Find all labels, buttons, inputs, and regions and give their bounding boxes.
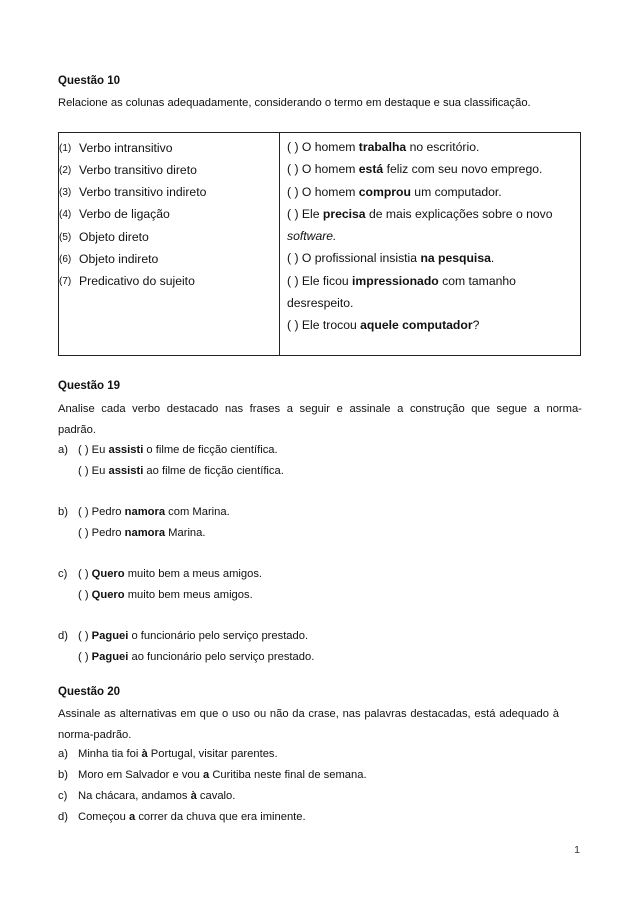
- sentence-end: muito bem meus amigos.: [124, 589, 253, 601]
- item-number: (2): [59, 165, 72, 176]
- right-item: [287, 140, 479, 154]
- item-number: (6): [59, 254, 72, 265]
- sentence-end: .: [490, 251, 495, 265]
- item-label: Objeto direto: [79, 230, 149, 244]
- question-19-instruction-line2: padrão.: [58, 424, 96, 436]
- sentence-end: ?: [472, 318, 480, 332]
- sentence-end: de mais explicações sobre o novo: [365, 207, 553, 221]
- right-item: [287, 207, 553, 221]
- option-line: [78, 790, 235, 802]
- sentence-start: Moro em Salvador e vou: [78, 769, 203, 781]
- item-number: (7): [59, 276, 72, 287]
- matching-table: [58, 132, 581, 356]
- option-line: [78, 465, 284, 477]
- right-item: [287, 162, 542, 176]
- item-label: Verbo transitivo indireto: [79, 185, 207, 199]
- sentence-start: ( ) Eu: [78, 465, 109, 477]
- question-10-title: Questão 10: [58, 75, 120, 87]
- question-10-instruction: Relacione as colunas adequadamente, considerando o termo em destaque e sua classificação.: [58, 97, 531, 109]
- item-label: Verbo intransitivo: [79, 141, 173, 155]
- item-number: (1): [59, 143, 72, 154]
- italic-term: software.: [287, 229, 337, 243]
- question-20-title: Questão 20: [58, 686, 120, 698]
- option-letter: c): [58, 790, 68, 802]
- option-line: [78, 506, 230, 518]
- highlighted-verb: assisti: [108, 444, 144, 456]
- item-number: (3): [59, 187, 72, 198]
- question-20-instruction-line2: norma-padrão.: [58, 729, 132, 741]
- question-20-instruction-line1: Assinale as alternativas em que o uso ou não da crase, nas palavras destacadas, está adequado à: [58, 708, 559, 720]
- highlighted-word: a: [203, 769, 210, 781]
- right-item: [287, 251, 494, 265]
- sentence-start: ( ) Ele ficou: [287, 274, 353, 288]
- sentence-end: Marina.: [165, 527, 206, 539]
- sentence-end: com Marina.: [165, 506, 230, 518]
- highlighted-verb: namora: [124, 506, 166, 518]
- sentence-end: muito bem a meus amigos.: [124, 568, 263, 580]
- option-letter: d): [58, 811, 68, 823]
- table-divider: [279, 133, 280, 355]
- item-number: (5): [59, 232, 72, 243]
- right-item-continuation: [287, 296, 353, 310]
- question-19-instruction-line1: Analise cada verbo destacado nas frases a seguir e assinale a construção que segue a norma-: [58, 403, 582, 415]
- option-letter: c): [58, 568, 68, 580]
- highlighted-term: aquele computador: [360, 318, 473, 332]
- highlighted-word: a: [129, 811, 136, 823]
- option-line: [78, 811, 306, 823]
- item-number: (4): [59, 209, 72, 220]
- highlighted-word: à: [190, 790, 197, 802]
- page-number: 1: [574, 844, 580, 856]
- highlighted-verb: Quero: [91, 568, 125, 580]
- highlighted-verb: Paguei: [91, 630, 129, 642]
- sentence-end: no escritório.: [406, 140, 480, 154]
- sentence-start: ( ): [78, 630, 92, 642]
- option-letter: b): [58, 506, 68, 518]
- highlighted-verb: Paguei: [91, 651, 129, 663]
- sentence-start: Começou: [78, 811, 129, 823]
- option-line: [78, 651, 314, 663]
- highlighted-verb: assisti: [108, 465, 144, 477]
- highlighted-term: na pesquisa: [420, 251, 491, 265]
- option-letter: d): [58, 630, 68, 642]
- sentence-end: o filme de ficção científica.: [143, 444, 278, 456]
- right-item: [287, 318, 479, 332]
- right-item: [287, 185, 502, 199]
- sentence-end: o funcionário pelo serviço prestado.: [128, 630, 309, 642]
- item-label: Objeto indireto: [79, 252, 159, 266]
- sentence-end: ao filme de ficção científica.: [143, 465, 284, 477]
- right-item-continuation: [287, 229, 336, 243]
- option-letter: a): [58, 748, 68, 760]
- sentence-start: Minha tia foi: [78, 748, 142, 760]
- sentence-start: ( ): [78, 651, 92, 663]
- sentence-start: Na chácara, andamos: [78, 790, 191, 802]
- option-line: [78, 568, 262, 580]
- item-label: Verbo de ligação: [79, 207, 170, 221]
- sentence-start: ( ) Pedro: [78, 506, 125, 518]
- highlighted-verb: Quero: [91, 589, 125, 601]
- sentence-end: correr da chuva que era iminente.: [135, 811, 306, 823]
- sentence-end: Portugal, visitar parentes.: [147, 748, 278, 760]
- sentence-end: com tamanho: [438, 274, 516, 288]
- option-line: [78, 444, 278, 456]
- question-19-title: Questão 19: [58, 380, 120, 392]
- option-line: [78, 748, 278, 760]
- sentence-start: ( ): [78, 589, 92, 601]
- highlighted-term: impressionado: [352, 274, 439, 288]
- sentence-end: cavalo.: [196, 790, 236, 802]
- highlighted-term: está: [358, 162, 384, 176]
- option-line: [78, 630, 308, 642]
- highlighted-term: precisa: [322, 207, 366, 221]
- sentence-end: Curitiba neste final de semana.: [209, 769, 367, 781]
- sentence-start: ( ) Eu: [78, 444, 109, 456]
- sentence-start: ( ) Ele: [287, 207, 323, 221]
- sentence-start: ( ) O homem: [287, 140, 359, 154]
- sentence-start: ( ) O homem: [287, 162, 359, 176]
- sentence-end: um computador.: [410, 185, 502, 199]
- item-label: Predicativo do sujeito: [79, 274, 195, 288]
- sentence-start: ( ): [78, 568, 92, 580]
- option-letter: b): [58, 769, 68, 781]
- sentence-start: ( ) Pedro: [78, 527, 125, 539]
- item-label: Verbo transitivo direto: [79, 163, 197, 177]
- highlighted-term: trabalha: [358, 140, 407, 154]
- sentence-start: ( ) O homem: [287, 185, 359, 199]
- sentence-start: ( ) Ele trocou: [287, 318, 361, 332]
- sentence-end: feliz com seu novo emprego.: [383, 162, 543, 176]
- option-line: [78, 769, 367, 781]
- right-item: [287, 274, 516, 288]
- sentence-continuation: desrespeito.: [287, 296, 354, 310]
- option-letter: a): [58, 444, 68, 456]
- option-line: [78, 527, 205, 539]
- sentence-start: ( ) O profissional insistia: [287, 251, 421, 265]
- highlighted-term: comprou: [358, 185, 411, 199]
- highlighted-word: à: [141, 748, 148, 760]
- option-line: [78, 589, 253, 601]
- sentence-end: ao funcionário pelo serviço prestado.: [128, 651, 315, 663]
- highlighted-verb: namora: [124, 527, 166, 539]
